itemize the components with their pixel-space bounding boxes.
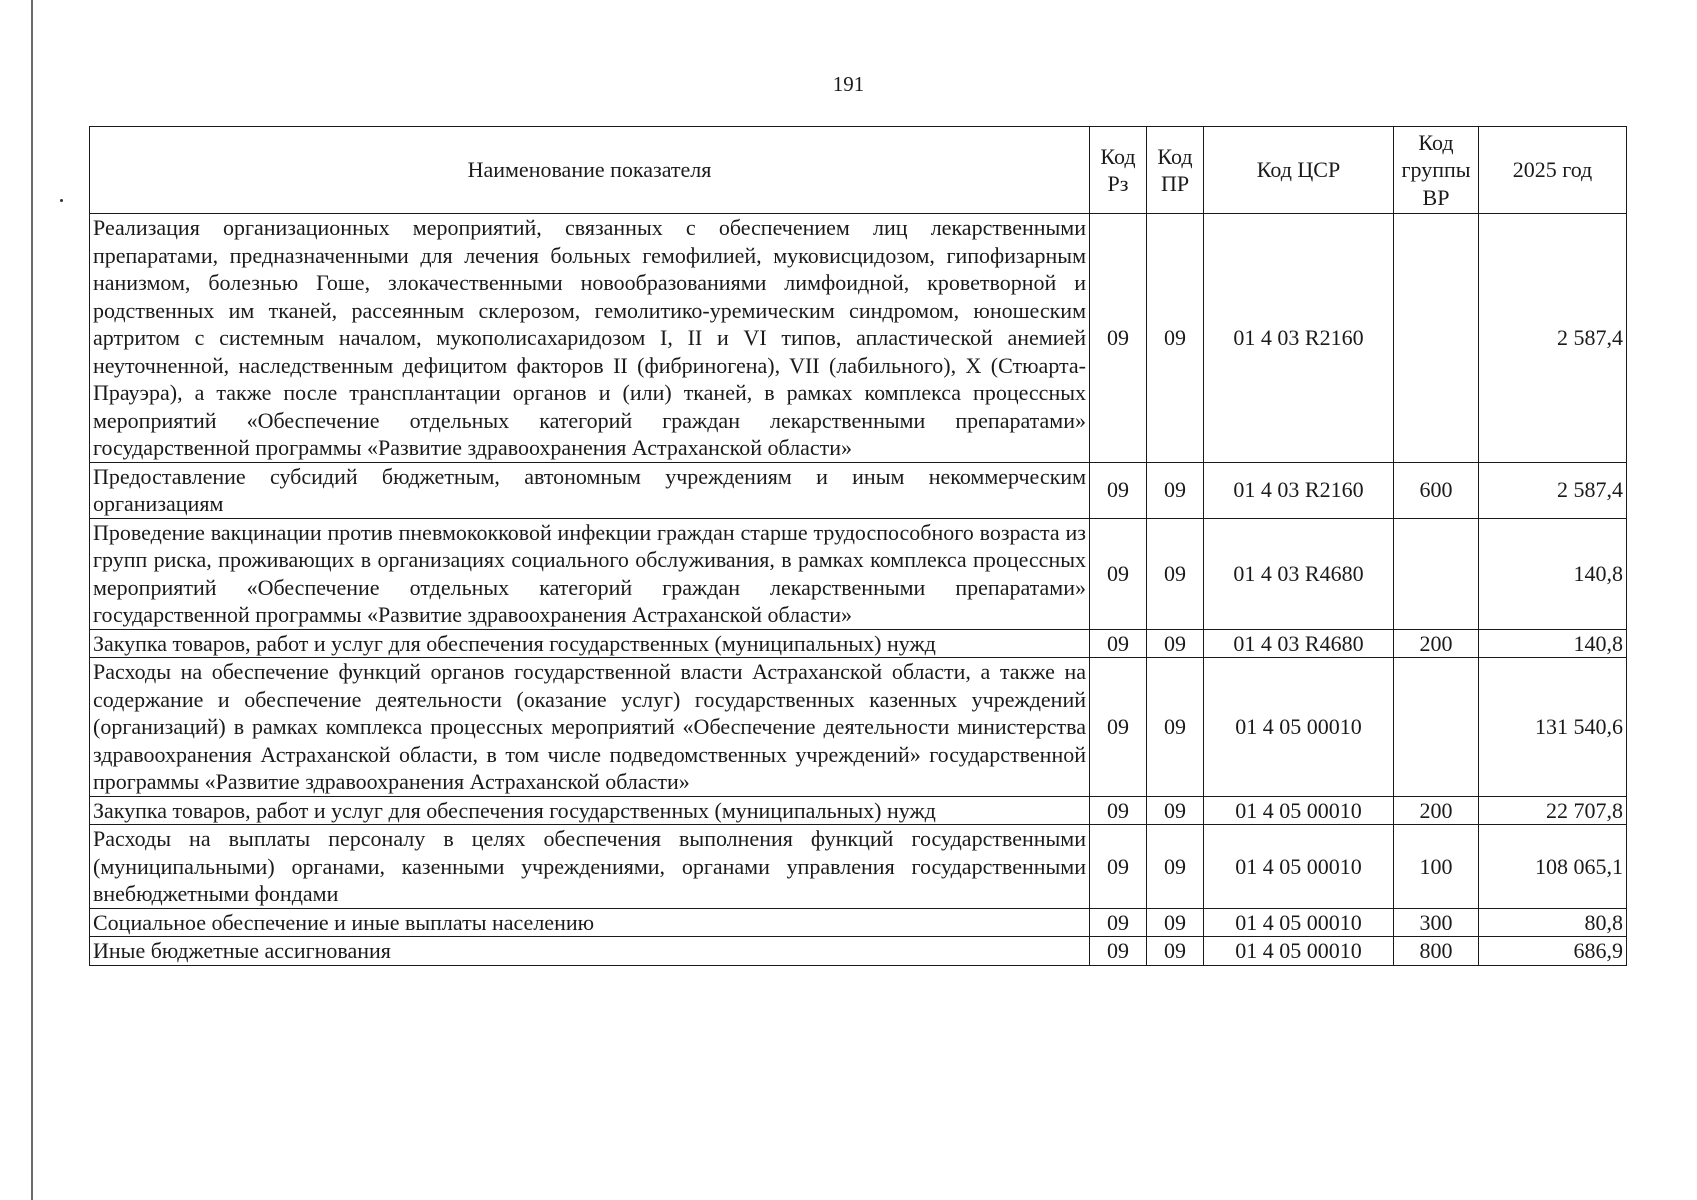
row-rz: 09 [1090, 908, 1147, 937]
row-csr: 01 4 03 R2160 [1204, 214, 1394, 463]
row-pr: 09 [1147, 825, 1204, 909]
row-name: Реализация организационных мероприятий, связанных с обеспечением лиц лекарственными препаратами, предназначенными для лечения больных гемофилией, муковисцидозом, гипофизарным нанизмом, болезнью Гоше, злокачественными новообразованиями лимфоидной, кроветворной и родственных им тканей, рассеянным склерозом, гемолитико-уремическим синдромом, юношеским артритом с системным началом, мукополисахаридозом I, II и VI типов, апластической анемией неуточненной, наследственным дефицитом факторов II (фибриногена), VII (лабильного), X (Стюарта-Прауэра), а также после трансплантации органов и (или) тканей, в рамках комплекса процессных мероприятий «Обеспечение отдельных категорий граждан лекарственными препаратами» государственной программы «Развитие здравоохранения Астраханской области» [90, 214, 1090, 463]
row-vr [1394, 518, 1479, 629]
row-sum: 80,8 [1479, 908, 1627, 937]
row-rz: 09 [1090, 825, 1147, 909]
budget-table [89, 126, 1627, 966]
row-vr [1394, 214, 1479, 463]
row-name: Социальное обеспечение и иные выплаты населению [90, 908, 1090, 937]
row-vr [1394, 658, 1479, 797]
table-row [90, 518, 1627, 629]
row-sum: 22 707,8 [1479, 796, 1627, 825]
row-pr: 09 [1147, 629, 1204, 658]
row-sum: 2 587,4 [1479, 462, 1627, 518]
row-name: Закупка товаров, работ и услуг для обеспечения государственных (муниципальных) нужд [90, 629, 1090, 658]
header-year: 2025 год [1479, 127, 1627, 214]
row-sum: 140,8 [1479, 518, 1627, 629]
row-sum: 108 065,1 [1479, 825, 1627, 909]
header-name: Наименование показателя [90, 127, 1090, 214]
table-header-row [90, 127, 1627, 214]
row-pr: 09 [1147, 937, 1204, 966]
row-name: Закупка товаров, работ и услуг для обеспечения государственных (муниципальных) нужд [90, 796, 1090, 825]
row-sum: 686,9 [1479, 937, 1627, 966]
page-number: 191 [832, 72, 865, 96]
row-pr: 09 [1147, 658, 1204, 797]
row-name: Предоставление субсидий бюджетным, автономным учреждениям и иным некоммерческим организациям [90, 462, 1090, 518]
table-row [90, 937, 1627, 966]
row-sum: 2 587,4 [1479, 214, 1627, 463]
row-csr: 01 4 05 00010 [1204, 937, 1394, 966]
row-pr: 09 [1147, 796, 1204, 825]
scan-edge-line [31, 0, 33, 1200]
row-rz: 09 [1090, 796, 1147, 825]
row-vr: 200 [1394, 629, 1479, 658]
row-csr: 01 4 05 00010 [1204, 658, 1394, 797]
row-rz: 09 [1090, 214, 1147, 463]
header-rz: Код Рз [1090, 127, 1147, 214]
row-csr: 01 4 03 R4680 [1204, 518, 1394, 629]
row-csr: 01 4 05 00010 [1204, 796, 1394, 825]
table-row [90, 908, 1627, 937]
table-row [90, 658, 1627, 797]
row-csr: 01 4 05 00010 [1204, 825, 1394, 909]
header-pr: Код ПР [1147, 127, 1204, 214]
table-row [90, 796, 1627, 825]
row-csr: 01 4 03 R4680 [1204, 629, 1394, 658]
header-vr: Код группы ВР [1394, 127, 1479, 214]
row-pr: 09 [1147, 518, 1204, 629]
table-row [90, 462, 1627, 518]
row-vr: 100 [1394, 825, 1479, 909]
row-name: Расходы на обеспечение функций органов государственной власти Астраханской области, а также на содержание и обеспечение деятельности (оказание услуг) государственных казенных учреждений (организаций) в рамках комплекса процессных мероприятий «Обеспечение деятельности министерства здравоохранения Астраханской области, в том числе подведомственных учреждений» государственной программы «Развитие здравоохранения Астраханской области» [90, 658, 1090, 797]
row-name: Расходы на выплаты персоналу в целях обеспечения выполнения функций государственными (муниципальными) органами, казенными учреждениями, органами управления государственными внебюджетными фондами [90, 825, 1090, 909]
row-vr: 200 [1394, 796, 1479, 825]
row-rz: 09 [1090, 937, 1147, 966]
scan-speck [60, 199, 63, 202]
row-rz: 09 [1090, 658, 1147, 797]
row-vr: 600 [1394, 462, 1479, 518]
row-rz: 09 [1090, 629, 1147, 658]
row-pr: 09 [1147, 462, 1204, 518]
table-row [90, 214, 1627, 463]
row-name: Иные бюджетные ассигнования [90, 937, 1090, 966]
row-csr: 01 4 03 R2160 [1204, 462, 1394, 518]
row-vr: 800 [1394, 937, 1479, 966]
row-rz: 09 [1090, 518, 1147, 629]
table-row [90, 629, 1627, 658]
row-rz: 09 [1090, 462, 1147, 518]
header-csr: Код ЦСР [1204, 127, 1394, 214]
row-csr: 01 4 05 00010 [1204, 908, 1394, 937]
row-vr: 300 [1394, 908, 1479, 937]
row-sum: 140,8 [1479, 629, 1627, 658]
row-name: Проведение вакцинации против пневмококковой инфекции граждан старше трудоспособного возраста из групп риска, проживающих в организациях социального обслуживания, в рамках комплекса процессных мероприятий «Обеспечение отдельных категорий граждан лекарственными препаратами» государственной программы «Развитие здравоохранения Астраханской области» [90, 518, 1090, 629]
table-row [90, 825, 1627, 909]
row-pr: 09 [1147, 908, 1204, 937]
row-sum: 131 540,6 [1479, 658, 1627, 797]
row-pr: 09 [1147, 214, 1204, 463]
